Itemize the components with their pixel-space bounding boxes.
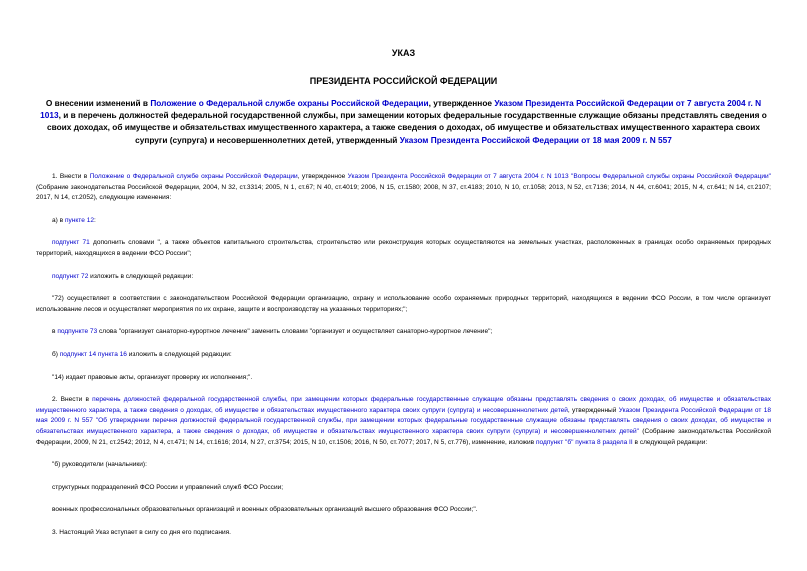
subpoint-73-link[interactable]: подпункте 73	[57, 328, 98, 336]
title-text-1: О внесении изменений в	[45, 98, 151, 108]
title-link-regulation[interactable]: Положение о Федеральной службе охраны Российской Федерации	[150, 98, 429, 108]
decree-title	[36, 97, 771, 146]
paragraph-1-link-decree-title[interactable]: "Вопросы Федеральной службы охраны Российской Федерации"	[571, 173, 771, 180]
title-text-3: , и в перечень должностей федеральной государственной службы, при замещении которых федеральные государственные служащие обязаны представлять сведения о своих доходах, об имуществе и обязательствах имущественного характера, а также сведения о доходах, об имуществе и обязательствах имущественного характера своих супруги (супруга) и несовершеннолетних детей, утвержденный	[47, 110, 767, 145]
quote-72: "72) осуществляет в соответствии с законодательством Российской Федерации организацию, охрану и использование особо охраняемых природных территорий, находящихся в ведении ФСО России, в том числе организует использование лесов и осуществляет мероприятия по их охране, защите и воспроизводству на указанных территориях;";	[36, 295, 771, 313]
paragraph-3: 3. Настоящий Указ вступает в силу со дня его подписания.	[52, 528, 231, 536]
title-link-decree-1013[interactable]: Указом Президента Российской Федерации от 7 августа 2004 г. N 1013	[40, 98, 762, 121]
paragraph-1-text-3: (Собрание законодательства Российской Федерации, 2004, N 32, ст.3314; 2005, N 1, ст.67; N 40, ст.4019; 2006, N 15, ст.1580; 2008, N 37, ст.4183; 2010, N 10, ст.1058; 2013, N 52, ст.7136; 2014, N 44, ст.6041; 2015, N 4, ст.641; N 14, ст.2107; 2017, N 14, ст.2052), следующие изменения:	[36, 183, 771, 202]
title-link-decree-557[interactable]: Указом Президента Российской Федерации от 18 мая 2009 г. N 557	[399, 134, 672, 145]
paragraph-2-link-decree-557[interactable]: Указом Президента Российской Федерации от 18 мая 2009 г. N 557	[36, 406, 771, 425]
item-a-text-2: :	[93, 216, 96, 224]
quote-b-item-1: структурных подразделений ФСО России и управлений служб ФСО России;	[52, 483, 284, 491]
item-b	[36, 350, 771, 361]
item-b-link-subpoint-14[interactable]: подпункт 14 пункта 16	[59, 350, 127, 358]
paragraph-2-text-4: в следующей редакции:	[632, 438, 708, 446]
subpoint-72-link[interactable]: подпункт 72	[52, 272, 89, 280]
quote-b-heading: "б) руководители (начальники):	[52, 461, 147, 469]
item-a-link-point-12[interactable]: пункте 12	[64, 216, 94, 224]
subpoint-71	[36, 238, 771, 259]
item-b-text-2: изложить в следующей редакции:	[126, 350, 232, 358]
paragraph-2-link-positions-list[interactable]: перечень должностей федеральной государственной службы, при замещении которых федеральные государственные служащие обязаны представлять сведения о своих доходах, об имуществе и обязательствах имущественного характера, а также сведения о доходах, об имуществе и обязательствах имущественного характера своих супруги (супруга) и несовершеннолетних детей	[36, 396, 771, 414]
subpoint-71-link[interactable]: подпункт 71	[52, 239, 90, 247]
paragraph-2-text-2: , утвержденный	[567, 406, 619, 414]
item-a	[36, 216, 771, 227]
paragraph-1-text-1: 1. Внести в	[52, 173, 90, 180]
paragraph-2-text-1: 2. Внести в	[52, 396, 93, 404]
decree-heading: УКАЗ	[391, 48, 416, 58]
decree-issuer-heading: ПРЕЗИДЕНТА РОССИЙСКОЙ ФЕДЕРАЦИИ	[309, 76, 498, 86]
subpoint-73-text-2: слова "организует санаторно-курортное лечение" заменить словами "организует и осуществляет санаторно-курортное лечение";	[97, 328, 493, 336]
quote-b-item-2: военных профессиональных образовательных организаций и военных образовательных организаций высшего образования ФСО России;".	[52, 506, 478, 514]
item-b-text-1: б)	[52, 350, 60, 358]
subpoint-71-text: дополнить словами ", а также объектов капитального строительства, строительство или реконструкция которых осуществляются на земельных участках, расположенных в границах особо охраняемых природных территорий, находящихся в ведении ФСО России";	[36, 239, 771, 257]
paragraph-1-text-2: , утвержденное	[297, 173, 348, 180]
subpoint-73	[36, 327, 771, 338]
item-a-text-1: а) в	[52, 216, 65, 224]
subpoint-72-text: изложить в следующей редакции:	[88, 272, 194, 280]
paragraph-2-link-subpoint-b[interactable]: подпункт "б" пункта 8 раздела II	[535, 438, 633, 446]
paragraph-1-link-regulation[interactable]: Положение о Федеральной службе охраны Российской Федерации	[89, 173, 298, 180]
paragraph-2	[36, 395, 771, 448]
paragraph-1-link-decree-1013[interactable]: Указом Президента Российской Федерации от 7 августа 2004 г. N 1013	[347, 173, 569, 180]
subpoint-72	[36, 272, 771, 283]
subpoint-73-text-1: в	[52, 328, 58, 336]
decree-body	[36, 172, 771, 538]
quote-14: "14) издает правовые акты, организует проверку их исполнения;".	[52, 373, 253, 381]
paragraph-2-text-3: (Собрание законодательства Российской Федерации, 2009, N 21, ст.2542; 2012, N 4, ст.471; N 14, ст.1616; 2014, N 27, ст.3754; 2015, N 10, ст.1506; 2016, N 50, ст.7077; 2017, N 5, ст.776), изменение, изложив	[36, 427, 772, 446]
paragraph-1	[36, 172, 771, 204]
paragraph-2-link-decree-title[interactable]: "Об утверждении перечня должностей федеральной государственной службы, при замещении которых федеральные государственные служащие обязаны представлять сведения о своих доходах, об имуществе и обязательствах имущественного характера, а также сведения о доходах, об имуществе и обязательствах имущественного характера своих супруги (супруга) и несовершеннолетних детей"	[36, 417, 771, 435]
title-text-2: , утвержденное	[428, 98, 495, 108]
